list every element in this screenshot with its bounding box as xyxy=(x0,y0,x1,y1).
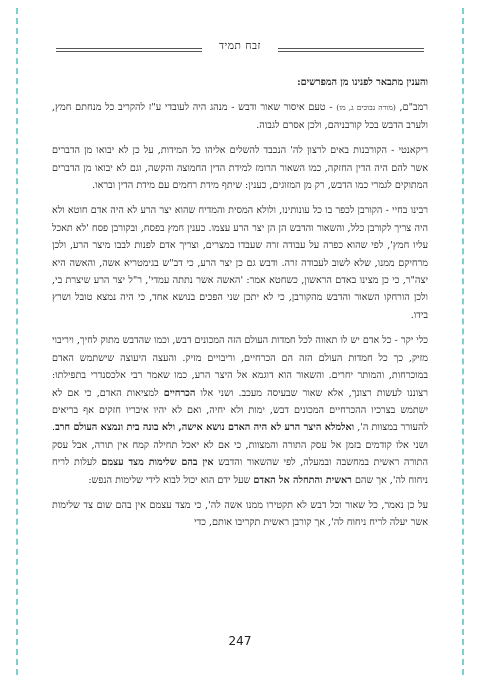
running-header xyxy=(56,40,424,64)
paragraph-intro xyxy=(52,74,428,91)
header-title: זבח תמיד xyxy=(219,40,261,52)
paragraph-conclusion: על כן נאמר, כל שאור וכל דבש לא תקטירו ממנו אשה לה', כי מצד עצמם אין בהם שום צד שלימות אשר יעלה לריח ניחוח לה', אך קורבן ראשית תקריבו אותם, כדי xyxy=(52,499,428,529)
paragraph-kli-yakar xyxy=(52,332,428,489)
rambam-source: (מורה נבוכים ג, מו) xyxy=(336,103,396,113)
rambam-label: רמב"ם, xyxy=(399,102,429,114)
kli-yakar-bold-3: אין בהם שלימות מצד עצמם xyxy=(101,457,214,469)
rambam-text: - טעם איסור שאור ודבש - מנהג היה לעובדי ע"ז להקריב כל מנחתם חמץ, ולערב הדבש בכל קורבניהם, ולכן אסרם לגבוה. xyxy=(52,102,428,131)
paragraph-rabbeinu-bachya: רבינו בחיי - הקורבן לכפר בו כל עונותינו, ולולא המסית והמדיח שהוא יצר הרע לא היה אדם חוטא ולא היה צריך לקורבן כלל, והשאור והדבש הן הן יצר הרע עצמו. כענין חמץ בפסח, ובקורבן פסח 'לא תאכל עליו חמץ', לפי שהוא כפרה על עבודה זרה שעבדו במצרים, וצריך אדם לפנות לבבו מיצר הרע, ולכן מרחיקם ממנו, שלא לשוב לעבודה זרה. ודבש גם כן יצר הרע, כי דב"ש בגימטריא אשה, והאשה היא יצה"ר, כי כן מצינו באדם הראשון, כשחטא אמר: 'האשה אשר נתתה עמדי', ר"ל יצר הרע שיצרת בי, ולכן הורחקו השאור והדבש מהקורבן, כי לא יתכן שני הפכים בנושא אחד, כי היה נמצא טובל ושרץ בידו. xyxy=(52,205,428,321)
paragraph-recanati: ריקאנטי - הקורבנות באים לרצון לה' הנכבד להשלים אליהו כל המידות, על כן לא יבואו מן הדברים אשר להם היה הדין החזקה, כמו השאור הרומז למידת הדין החמוצה והקשה, וגם לא יבואו מן הדברים המתוקים לגמרי כמו הדבש, רק מן המזוגים, כענין: שיתף מידת רחמים עם מידת הדין ובראו. xyxy=(52,145,428,192)
kli-yakar-text-4: לעלות לריח ניחוח לה', אך שהם xyxy=(52,457,428,486)
kli-yakar-text-5: שעל ידם הוא יכול לבוא לידי שלימות הנפש: xyxy=(88,474,251,486)
intro-line: והענין מתבאר לפנינו מן המפרשים: xyxy=(297,77,428,88)
main-text xyxy=(52,74,428,540)
kli-yakar-bold-2: ואלמלא היצר הרע לא היה האדם נושא אישה, ולא בונה בית ונמצא העולם חרב xyxy=(55,422,355,434)
kli-yakar-text-2: למציאות האדם, כי אם לא ישתמש בצרכיו ההכרחיים המכונים דבש, ימות ולא יחיה, ואם לא יהיו איבריו חזקים אף בריאים להעורר במצוות ה', xyxy=(52,387,428,434)
kli-yakar-text-3: . ושני אלו קודמים בזמן אל עסק התורה והמצוות, כי אם לא יאכל תחילה קמח אין תורה, אבל עסק התורה ראשית במחשבה ובמעלה, לפי שהשאור והדבש xyxy=(52,422,428,469)
paragraph-rambam xyxy=(52,99,428,134)
page-number: 247 xyxy=(228,634,252,648)
kli-yakar-bold-1: הכרחיים xyxy=(163,387,196,399)
kli-yakar-bold-4: ראשית והתחלה אל האדם xyxy=(253,474,352,486)
kli-yakar-text-1: כלי יקר - כל אדם יש לו תאווה לכל חמדות העולם הזה המכונים דבש, וכמו שהדבש מתוק לחיך, ויריבוי מזיק, כך כל חמדות העולם הזה הם הכרחיים, וריבויים מזיק. והעצה היעוצה שישתמש האדם במוכרחות, והמותר יחרים. והשאור הוא דוגמא אל היצר הרע, כמו שאמר רבי אלכסנדרי בתפילתו: רצוננו לעשות רצונך, אלא שאור שבעיסה מעכב. ושני אלו xyxy=(52,335,428,399)
